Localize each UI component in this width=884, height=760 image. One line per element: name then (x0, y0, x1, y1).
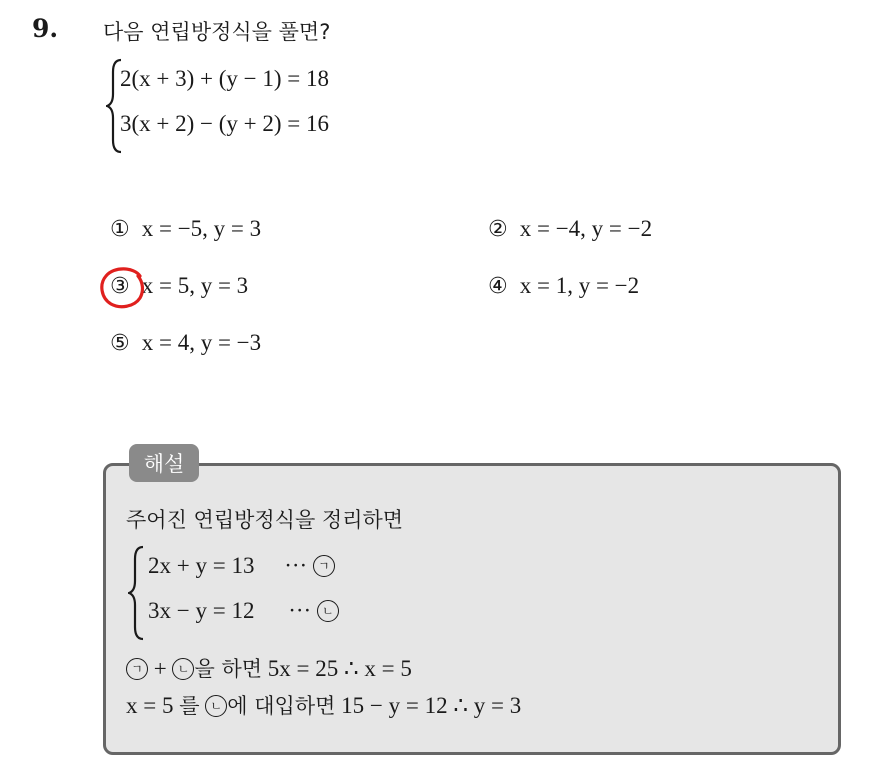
option-text: x = −5, y = 3 (141, 216, 262, 241)
solution-step-2-korean-1: 를 (179, 694, 200, 718)
solution-step-2-korean-2: 에 대입하면 (227, 694, 336, 718)
option-1[interactable] (110, 216, 261, 242)
solution-step-2-math-2: 15 − y = 12 ∴ y = 3 (341, 693, 522, 718)
ellipsis: ··· (284, 553, 308, 578)
left-brace-icon (128, 545, 146, 641)
solution-step-1-korean: 을 하면 (194, 657, 263, 681)
solution-equation-2 (148, 598, 339, 624)
option-4[interactable] (488, 273, 639, 299)
solution-step-1-math: 5x = 25 ∴ x = 5 (267, 656, 412, 681)
option-number: ⑤ (110, 331, 130, 356)
answer-circle-mark-icon (98, 264, 150, 310)
option-2[interactable] (488, 216, 652, 242)
solution-intro: 주어진 연립방정식을 정리하면 (126, 508, 404, 532)
option-number: ① (110, 217, 130, 242)
solution-equation-2-text: 3x − y = 12 (148, 598, 255, 623)
question-prompt: 다음 연립방정식을 풀면? (103, 20, 331, 44)
circled-label: ㄴ (205, 695, 227, 717)
solution-tag: 해설 (129, 444, 199, 482)
option-text: x = 5, y = 3 (141, 273, 249, 298)
solution-step-1 (126, 653, 412, 683)
option-5[interactable] (110, 330, 261, 356)
option-number: ② (488, 217, 508, 242)
solution-step-2-math-1: x = 5 (126, 693, 174, 718)
plus-sign: + (153, 656, 167, 681)
option-text: x = −4, y = −2 (519, 216, 653, 241)
option-number: ④ (488, 274, 508, 299)
option-text: x = 4, y = −3 (141, 330, 262, 355)
circled-label: ㄱ (126, 658, 148, 680)
circled-label: ㄴ (172, 658, 194, 680)
question-equation-1: 2(x + 3) + (y − 1) = 18 (120, 66, 330, 91)
option-number: ③ (110, 274, 130, 299)
ellipsis: ··· (288, 598, 312, 623)
solution-equation-1 (148, 553, 335, 579)
question-number: 9. (32, 14, 59, 43)
solution-equation-1-text: 2x + y = 13 (148, 553, 255, 578)
circled-label: ㄴ (317, 600, 339, 622)
circled-label: ㄱ (313, 555, 335, 577)
solution-step-2 (126, 690, 521, 720)
solution-equation-system (128, 545, 428, 641)
question-equation-2: 3(x + 2) − (y + 2) = 16 (120, 111, 330, 136)
option-text: x = 1, y = −2 (519, 273, 640, 298)
question-equation-system (106, 58, 406, 154)
